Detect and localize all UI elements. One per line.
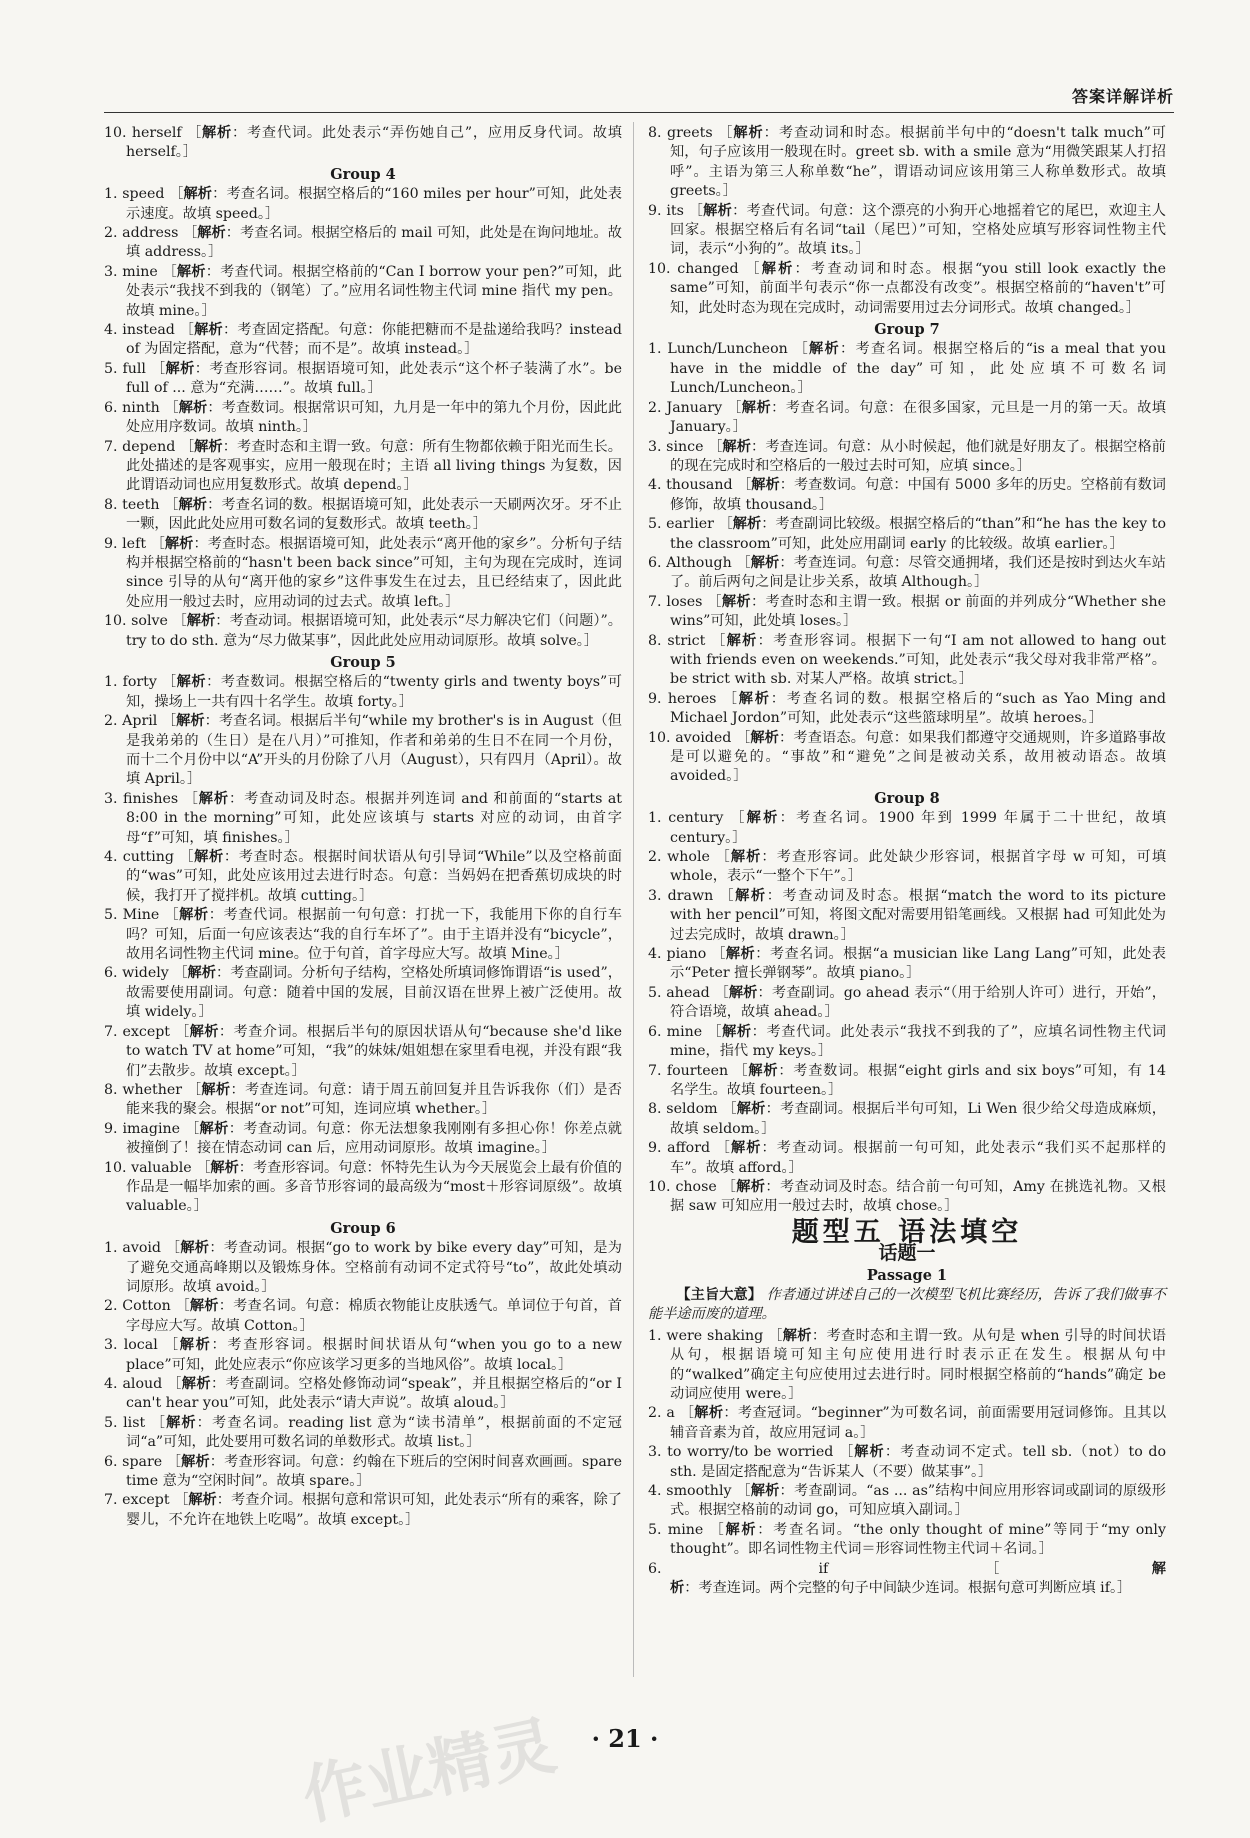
answer-item: 9. its ［解析：考查代词。句意：这个漂亮的小狗开心地摇着它的尾巴，欢迎主人回家。根据空格后有名词“tail（尾巴）”可知，空格处应填写形容词性物主代词，表示“小狗的”。故填 its。］: [648, 202, 1166, 258]
group-heading: Group 6: [330, 1219, 396, 1237]
answer-item: 3. since ［解析：考查连词。句意：从小时候起，他们就是好朋友了。根据空格前的现在完成时和空格后的一般过去时可知，应填 since。］: [648, 438, 1166, 474]
answer-item: 4. thousand ［解析：考查数词。句意：中国有 5000 多年的历史。空格前有数词修饰，故填 thousand。］: [648, 477, 1166, 513]
answer-item: 6. mine ［解析：考查代词。此处表示“我找不到我的了”，应填名词性物主代词 mine，指代 my keys。］: [648, 1023, 1166, 1060]
group-heading: Passage 1: [866, 1266, 948, 1284]
answer-item: 2. address ［解析：考查名词。根据空格后的 mail 可知，此处是在询问地址。故填 address。］: [104, 225, 622, 261]
answer-item: 6. if ［解析：考查连词。两个完整的句子中间缺少连词。根据句意可判断应填 if。］: [648, 1560, 1166, 1597]
answer-item: 5. Mine ［解析：考查代词。根据前一句句意：打扰一下，我能用下你的自行车吗？可知，后面一句应该表达“我的自行车坏了”。由于主语并没有“bicycle”，故用名词性物主代词 mine。位于句首，首字母应大写。故填 Mine。］: [104, 907, 622, 963]
answer-item: 4. piano ［解析：考查名词。根据“a musician like Lang Lang”可知，此处表示“Peter 擅长弹钢琴”。故填 piano。］: [648, 946, 1166, 982]
answer-item: 3. to worry/to be worried ［解析：考查动词不定式。tell sb.（not）to do sth. 是固定搭配意为“告诉某人（不要）做某事”。］: [648, 1444, 1166, 1480]
answer-item: 4. smoothly ［解析：考查副词。“as ... as”结构中间应用形容词或副词的原级形式。根据空格前的动词 go，可知应填入副词。］: [648, 1483, 1166, 1519]
answer-item: 1. avoid ［解析：考查动词。根据“go to work by bike every day”可知，是为了避免交通高峰期以及锻炼身体。空格前有动词不定式符号“to”，故此处填动词原形。故填 avoid。］: [104, 1240, 622, 1295]
answer-item: 3. drawn ［解析：考查动词及时态。根据“match the word to its picture with her pencil”可知，将图文配对需要用铅笔画线。又根据 had 可知此处为过去完成时，故填 drawn。］: [648, 887, 1166, 943]
answer-item: 6. Although ［解析：考查连词。句意：尽管交通拥堵，我们还是按时到达火车站了。前后两句之间是让步关系，故填 Although。］: [648, 554, 1166, 591]
group-heading: Group 7: [874, 321, 940, 339]
answer-item: 1. century ［解析：考查名词。1900 年到 1999 年属于二十世纪，故填 century。］: [648, 810, 1166, 846]
answer-item: 1. forty ［解析：考查数词。根据空格后的“twenty girls and twenty boys”可知，操场上一共有四十名学生。故填 forty。］: [104, 674, 622, 710]
answer-item: 8. greets ［解析：考查动词和时态。根据前半句中的“doesn't talk much”可知，句子应该用一般现在时。greet sb. with a smile 意为“用微笑跟某人打招呼”。主语为第三人称单数“he”，谓语动词应该用第三人称单数形式。故填 greets。］: [648, 125, 1166, 200]
answer-item: 2. Cotton ［解析：考查名词。句意：棉质衣物能让皮肤透气。单词位于句首，首字母应大写。故填 Cotton。］: [104, 1298, 622, 1334]
answer-item: 9. left ［解析：考查时态。根据语境可知，此处表示“离开他的家乡”。分析句子结构并根据空格前的“hasn't been back since”可知，主句为现在完成时，连词 since 引导的从句“离开他的家乡”这件事发生在过去，且已经结束了，因此此处应用一般过去时，应用动词的过去式。故填 left。］: [104, 535, 622, 610]
answer-item: 7. except ［解析：考查介词。根据后半句的原因状语从句“because she'd like to watch TV at home”可知，“我”的妹妹/姐姐想在家里看电视，并没有跟“我们”去散步。故填 except。］: [104, 1023, 622, 1079]
answer-item: 5. ahead ［解析：考查副词。go ahead 表示“（用于给别人许可）进行，开始”，符合语境，故填 ahead。］: [648, 984, 1166, 1021]
answer-item: 3. mine ［解析：考查代词。根据空格前的“Can I borrow your pen?”可知，此处表示“我找不到我的（钢笔）了。”应用名词性物主代词 mine 指代 my pen。故填 mine。］: [104, 263, 622, 319]
left-column: [104, 124, 622, 1530]
answer-item: 9. afford ［解析：考查动词。根据前一句可知，此处表示“我们买不起那样的车”。故填 afford。］: [648, 1140, 1166, 1176]
watermark: 作业精灵: [296, 1709, 563, 1835]
answer-item: 2. April ［解析：考查名词。根据后半句“while my brother's is in August（但是我弟弟的（生日）是在八月）”可推知，作者和弟弟的生日不在同一个月份，而十二个月份中以“A”开头的月份除了八月（August），只有四月（April）。故填 April。］: [104, 713, 622, 788]
answer-item: 4. cutting ［解析：考查时态。根据时间状语从句引导词“While”以及空格前面的“was”可知，此处应该用过去进行时态。句意：当妈妈在把香蕉切成块的时候，我打开了搅拌机。故填 cutting。］: [104, 849, 622, 904]
answer-item: 1. Lunch/Luncheon ［解析：考查名词。根据空格后的“is a meal that you have in the middle of the day”可知，此处应填不可数名词 Lunch/Luncheon。］: [648, 341, 1166, 397]
page-number: · 21 ·: [591, 1724, 659, 1753]
header-rule: [104, 112, 1174, 113]
answer-item: 8. seldom ［解析：考查副词。根据后半句可知，Li Wen 很少给父母造成麻烦，故填 seldom。］: [648, 1101, 1166, 1137]
answer-item: 5. earlier ［解析：考查副词比较级。根据空格后的“than”和“he has the key to the classroom”可知，此处应用副词 early 的比较级。故填 earlier。］: [648, 516, 1166, 552]
answer-item: 1. were shaking ［解析：考查时态和主谓一致。从句是 when 引导的时间状语从句，根据语境可知主句应使用进行时表示正在发生。根据从句中的“walked”确定主句应使用过去进行时。同时根据空格前的“hands”确定 be 动词应使用 were。］: [648, 1327, 1166, 1402]
answer-item: 6. spare ［解析：考查形容词。句意：约翰在下班后的空闲时间喜欢画画。spare time 意为“空闲时间”。故填 spare。］: [104, 1453, 622, 1490]
group-heading: Group 5: [330, 653, 396, 671]
answer-item: 10. solve ［解析：考查动词。根据语境可知，此处表示“尽力解决它们（问题）”。try to do sth. 意为“尽力做某事”，因此此处应用动词原形。故填 solve。］: [104, 613, 622, 649]
answer-item: 8. strict ［解析：考查形容词。根据下一句“I am not allowed to hang out with friends even on weekends.”可知，此处表示“我父母对我非常严格”。be strict with sb. 对某人严格。故填 strict。］: [648, 632, 1166, 688]
answer-item: 10. changed ［解析：考查动词和时态。根据“you still look exactly the same”可知，前面半句表示“你一点都没有改变”。根据空格前的“haven't”可知，此处时态为现在完成时，动词需要用过去分词形式。故填 changed。］: [648, 260, 1166, 316]
right-column: [648, 124, 1166, 1598]
answer-item: 5. full ［解析：考查形容词。根据语境可知，此处表示“这个杯子装满了水”。be full of ... 意为“充满……”。故填 full。］: [104, 360, 622, 397]
answer-item: 7. loses ［解析：考查时态和主谓一致。根据 or 前面的并列成分“Whether she wins”可知，此处填 loses。］: [648, 593, 1166, 630]
column-divider: [633, 122, 634, 1677]
answer-item: 4. aloud ［解析：考查副词。空格处修饰动词“speak”，并且根据空格后的“or I can't hear you”可知，此处表示“请大声说”。故填 aloud。］: [104, 1376, 622, 1412]
group-heading: Group 8: [874, 789, 940, 807]
answer-item: 6. ninth ［解析：考查数词。根据常识可知，九月是一年中的第九个月份，因此此处应用序数词。故填 ninth。］: [104, 399, 622, 436]
answer-item: 1. speed ［解析：考查名词。根据空格后的“160 miles per hour”可知，此处表示速度。故填 speed。］: [104, 186, 622, 222]
group-heading: Group 4: [330, 165, 396, 183]
answer-item: 9. imagine ［解析：考查动词。句意：你无法想象我刚刚有多担心你！你差点就被撞倒了！接在情态动词 can 后，应用动词原形。故填 imagine。］: [104, 1120, 622, 1157]
topic-heading: 话题一: [878, 1242, 936, 1265]
answer-item: 10. chose ［解析：考查动词及时态。结合前一句可知，Amy 在挑选礼物。又根据 saw 可知应用一般过去时，故填 chose。］: [648, 1178, 1166, 1215]
answer-item: 10. avoided ［解析：考查语态。句意：如果我们都遵守交通规则，许多道路事故是可以避免的。“事故”和“避免”之间是被动关系，故用被动语态。故填 avoided。］: [648, 729, 1166, 785]
answer-item: 7. except ［解析：考查介词。根据句意和常识可知，此处表示“所有的乘客，除了婴儿，不允许在地铁上吃喝”。故填 except。］: [104, 1492, 622, 1528]
answer-item: 4. instead ［解析：考查固定搭配。句意：你能把糖而不是盐递给我吗？instead of 为固定搭配，意为“代替；而不是”。故填 instead。］: [104, 322, 622, 358]
section-heading: 题型五 语法填空: [791, 1216, 1023, 1248]
answer-item: 2. a ［解析：考查冠词。“beginner”为可数名词，前面需要用冠词修饰。且其以辅音音素为首，故应用冠词 a。］: [648, 1405, 1167, 1441]
page-header-title: 答案详解详析: [1071, 87, 1174, 106]
answer-item: 3. finishes ［解析：考查动词及时态。根据并列连词 and 和前面的“starts at 8:00 in the morning”可知，此处应该填与 starts 对应的动词，由首字母“f”可知，填 finishes。］: [104, 790, 622, 846]
answer-item: 5. mine ［解析：考查名词。“the only thought of mine”等同于“my only thought”。即名词性物主代词＝形容词性物主代词＋名词。］: [648, 1521, 1166, 1558]
answer-item: 5. list ［解析：考查名词。reading list 意为“读书清单”，根据前面的不定冠词“a”可知，此处要用可数名词的单数形式。故填 list。］: [104, 1414, 622, 1451]
answer-item: 7. fourteen ［解析：考查数词。根据“eight girls and six boys”可知，有 14 名学生。故填 fourteen。］: [648, 1062, 1166, 1098]
passage-summary: 【主旨大意】 作者通过讲述自己的一次模型飞机比赛经历，告诉了我们做事不能半途而废的道理。: [648, 1286, 1166, 1323]
answer-item: 9. heroes ［解析：考查名词的数。根据空格后的“such as Yao Ming and Michael Jordon”可知，此处表示“这些篮球明星”。故填 heroes。］: [648, 690, 1166, 727]
answer-item: 8. teeth ［解析：考查名词的数。根据语境可知，此处表示一天刷两次牙。牙不止一颗，因此此处应用可数名词的复数形式。故填 teeth。］: [104, 496, 622, 533]
answer-item: 2. January ［解析：考查名词。句意：在很多国家，元旦是一月的第一天。故填 January。］: [648, 399, 1166, 436]
answer-item: 7. depend ［解析：考查时态和主谓一致。句意：所有生物都依赖于阳光而生长。此处描述的是客观事实，应用一般现在时；主语 all living things 为复数，因此谓语动词也应用复数形式。故填 depend。］: [104, 438, 622, 494]
answer-item: 10. valuable ［解析：考查形容词。句意：怀特先生认为今天展览会上最有价值的作品是一幅毕加索的画。多音节形容词的最高级为“most＋形容词原级”。故填 valuable。］: [104, 1159, 622, 1215]
answer-item: 2. whole ［解析：考查形容词。此处缺少形容词，根据首字母 w 可知，可填 whole，表示“一整个下午”。］: [648, 849, 1167, 885]
answer-item: 6. widely ［解析：考查副词。分析句子结构，空格处所填词修饰谓语“is used”，故需要使用副词。句意：随着中国的发展，目前汉语在世界上被广泛使用。故填 widely。］: [104, 965, 622, 1021]
answer-item: 8. whether ［解析：考查连词。句意：请于周五前回复并且告诉我你（们）是否能来我的聚会。根据“or not”可知，连词应填 whether。］: [104, 1081, 622, 1118]
answer-item: 10. herself ［解析：考查代词。此处表示“弄伤她自己”，应用反身代词。故填 herself。］: [104, 125, 622, 161]
answer-item: 3. local ［解析：考查形容词。根据时间状语从句“when you go to a new place”可知，此处应表示“你应该学习更多的当地风俗”。故填 local。］: [104, 1337, 622, 1373]
